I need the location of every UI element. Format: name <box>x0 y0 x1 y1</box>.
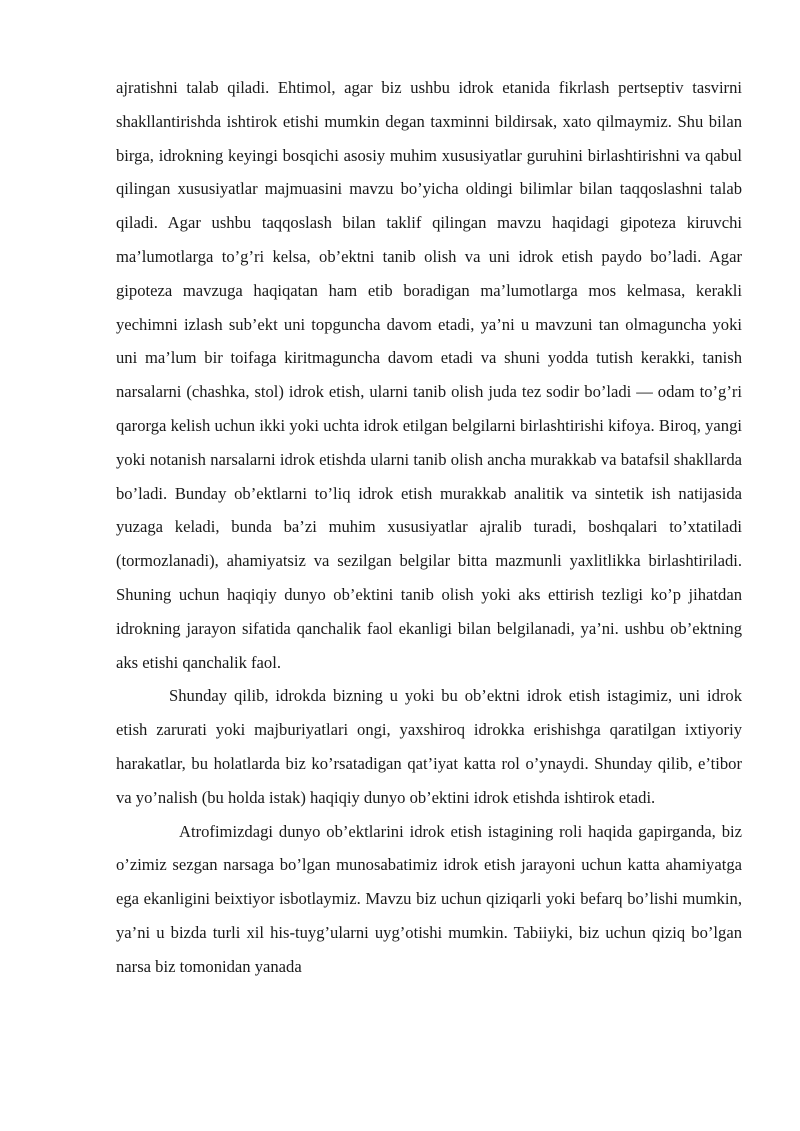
paragraph-desire-role: Shunday qilib, idrokda bizning u yoki bu ob’ektni idrok etish istagimiz, uni idrok etish zarurati yoki majburiyatlari ongi, yaxshiroq idrokka erishishga qaratilgan ixtiyoriy harakatlar, bu holatlarda biz ko’rsatadigan qat’iyat katta rol o’ynaydi. Shunday qilib, e’tibor va yo’nalish (bu holda istak) haqiqiy dunyo ob’ektini idrok etishda ishtirok etadi. <box>116 686 742 807</box>
paragraph-attitude: Atrofimizdagi dunyo ob’ektlarini idrok etish istagining roli haqida gapirganda, biz o’zimiz sezgan narsaga bo’lgan munosabatimiz idrok etish jarayoni uchun katta ahamiyatga ega ekanligini beixtiyor isbotlaymiz. Mavzu biz uchun qiziqarli yoki befarq bo’lishi mumkin, ya’ni u bizda turli xil his-tuyg’ularni uyg’otishi mumkin. Tabiiyki, biz uchun qiziq bo’lgan narsa biz tomonidan yanada <box>116 821 742 976</box>
paragraph-continuation: ajratishni talab qiladi. Ehtimol, agar biz ushbu idrok etanida fikrlash pertseptiv tasvirni shakllantirishda ishtirok etishi mumkin degan taxminni bildirsak, xato qilmaymiz. Shu bilan birga, idrokning keyingi bosqichi asosiy muhim xususiyatlar guruhini birlashtirishni va qabul qilingan xususiyatlar majmuasini mavzu bo’yicha oldingi bilimlar bilan taqqoslashni talab qiladi. Agar ushbu taqqoslash bilan taklif qilingan mavzu haqidagi gipoteza kiruvchi ma’lumotlarga to’g’ri kelsa, ob’ektni tanib olish va uni idrok etish paydo bo’ladi. Agar gipoteza mavzuga haqiqatan ham etib boradigan ma’lumotlarga mos kelmasa, kerakli yechimni izlash sub’ekt uni topguncha davom etadi, ya’ni u mavzuni tan olmaguncha yoki uni ma’lum bir toifaga kiritmaguncha davom etadi va shuni yodda tutish kerakki, tanish narsalarni (chashka, stol) idrok etish, ularni tanib olish juda tez sodir bo’ladi — odam to’g’ri qarorga kelish uchun ikki yoki uchta idrok etilgan belgilarni birlashtirishi kifoya. Biroq, yangi yoki notanish narsalarni idrok etishda ularni tanib olish ancha murakkab va batafsil shakllarda bo’ladi. Bunday ob’ektlarni to’liq idrok etish murakkab analitik va sintetik ish natijasida yuzaga keladi, bunda ba’zi muhim xususiyatlar ajralib turadi, boshqalari to’xtatiladi (tormozlanadi), ahamiyatsiz va sezilgan belgilar bitta mazmunli yaxlitlikka birlashtiriladi. Shuning uchun haqiqiy dunyo ob’ektini tanib olish yoki aks ettirish tezligi ko’p jihatdan idrokning jarayon sifatida qanchalik faol ekanligi bilan belgilanadi, ya’ni. ushbu ob’ektning aks etishi qanchalik faol. <box>116 78 742 672</box>
document-page <box>116 71 742 984</box>
